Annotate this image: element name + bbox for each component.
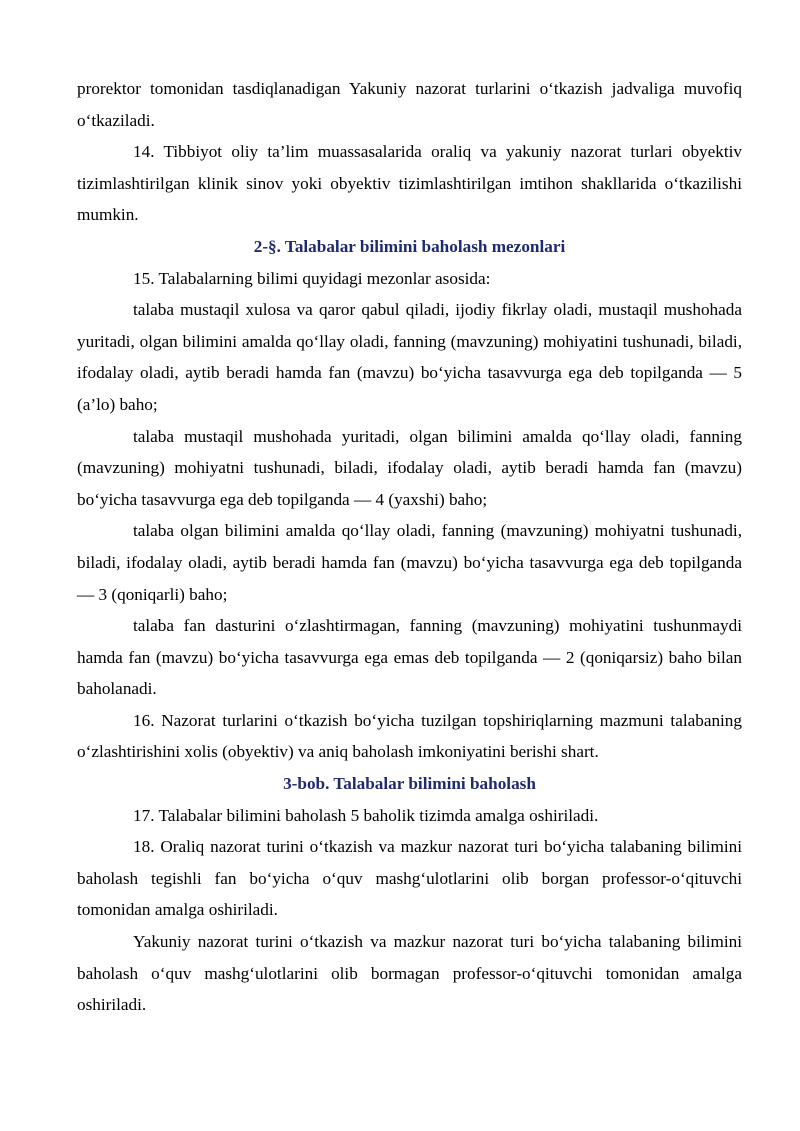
paragraph-17: 17. Talabalar bilimini baholash 5 baholik tizimda amalga oshiriladi.: [133, 805, 599, 825]
criterion-grade-5: talaba mustaqil xulosa va qaror qabul qiladi, ijodiy fikrlay oladi, mustaqil mushohada yuritadi, olgan bilimini amalda qo‘llay oladi, fanning (mavzuning) mohiyatini tushunadi, biladi, ifodalay oladi, aytib beradi hamda fan (mavzu) bo‘yicha tasavvurga ega deb topilganda — 5 (a’lo) baho;: [77, 300, 742, 414]
paragraph-16: 16. Nazorat turlarini o‘tkazish bo‘yicha tuzilgan topshiriqlarning mazmuni talabaning o‘zlashtirishini xolis (obyektiv) va aniq baholash imkoniyatini berishi shart.: [77, 710, 742, 762]
paragraph-18-final: Yakuniy nazorat turini o‘tkazish va mazkur nazorat turi bo‘yicha talabaning bilimini baholash o‘quv mashg‘ulotlarini olib bormagan professor-o‘qituvchi tomonidan amalga oshiriladi.: [77, 932, 742, 1015]
document-page: [77, 73, 742, 1021]
section-heading-2: 2-§. Talabalar bilimini baholash mezonlari: [253, 236, 566, 256]
paragraph-18: 18. Oraliq nazorat turini o‘tkazish va mazkur nazorat turi bo‘yicha talabaning bilimini baholash tegishli fan bo‘yicha o‘quv mashg‘ulotlarini olib borgan professor-o‘qituvchi tomonidan amalga oshiriladi.: [77, 837, 742, 920]
criterion-grade-4: talaba mustaqil mushohada yuritadi, olgan bilimini amalda qo‘llay oladi, fanning (mavzuning) mohiyatni tushunadi, biladi, ifodalay oladi, aytib beradi hamda fan (mavzu) bo‘yicha tasavvurga ega deb topilganda — 4 (yaxshi) baho;: [77, 426, 742, 509]
chapter-heading-3: 3-bob. Talabalar bilimini baholash: [283, 774, 536, 794]
paragraph-continuation: prorektor tomonidan tasdiqlanadigan Yakuniy nazorat turlarini o‘tkazish jadvaliga muvofiq o‘tkaziladi.: [77, 79, 742, 130]
paragraph-15: 15. Talabalarning bilimi quyidagi mezonlar asosida:: [133, 268, 491, 288]
criterion-grade-2: talaba fan dasturini o‘zlashtirmagan, fanning (mavzuning) mohiyatini tushunmaydi hamda fan (mavzu) bo‘yicha tasavvurga ega emas deb topilganda — 2 (qoniqarsiz) baho bilan baholanadi.: [77, 616, 742, 699]
paragraph-14: 14. Tibbiyot oliy ta’lim muassasalarida oraliq va yakuniy nazorat turlari obyektiv tizimlashtirilgan klinik sinov yoki obyektiv tizimlashtirilgan imtihon shakllarida o‘tkazilishi mumkin.: [77, 142, 742, 225]
criterion-grade-3: talaba olgan bilimini amalda qo‘llay oladi, fanning (mavzuning) mohiyatni tushunadi, biladi, ifodalay oladi, aytib beradi hamda fan (mavzu) bo‘yicha tasavvurga ega deb topilganda — 3 (qoniqarli) baho;: [77, 521, 742, 604]
